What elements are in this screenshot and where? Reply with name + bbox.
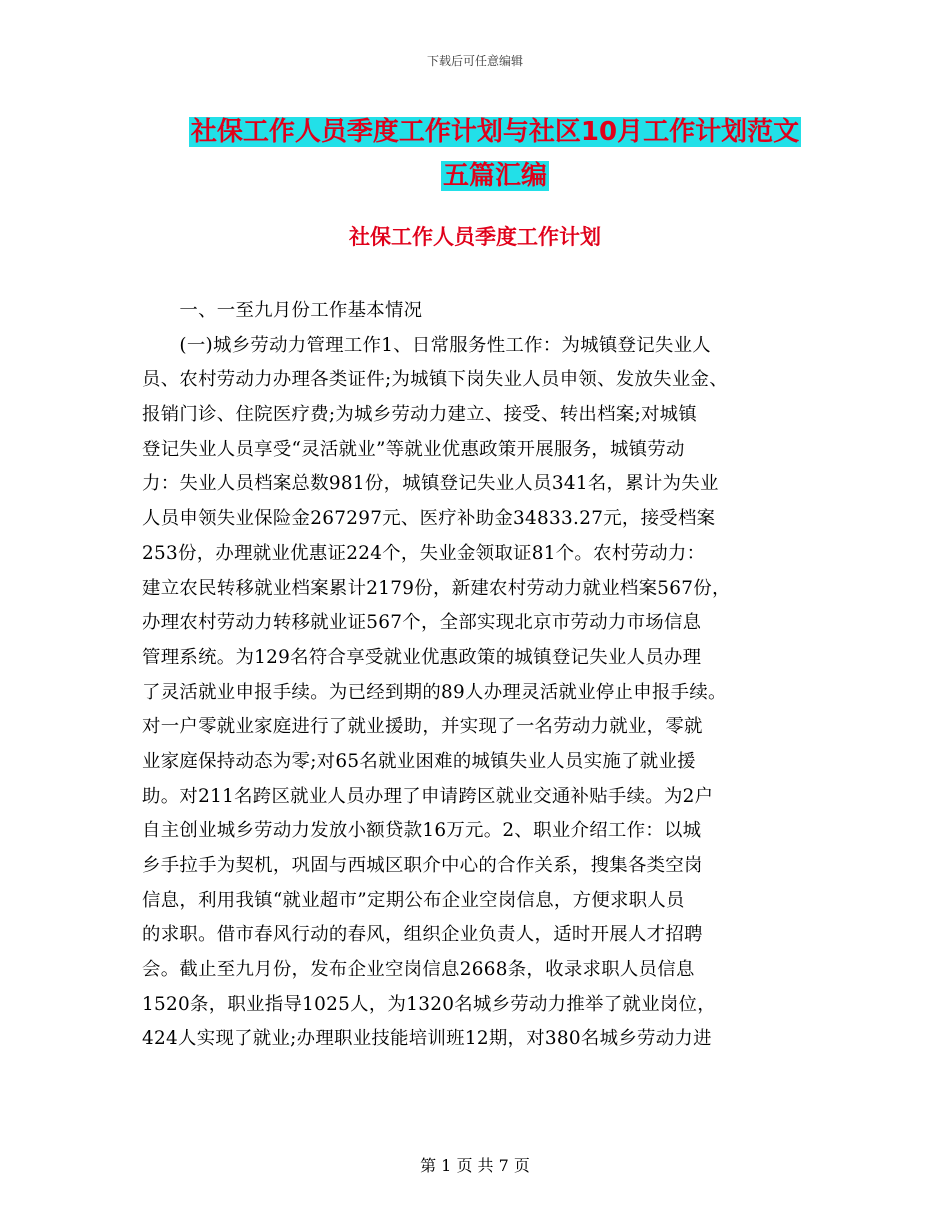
body-line: 自主创业城乡劳动力发放小额贷款16万元。2、职业介绍工作：以城 [142,820,702,842]
body-line: 员、农村劳动力办理各类证件;为城镇下岗失业人员申领、发放失业金、 [142,369,728,391]
body-text [142,294,814,1057]
body-line: 人员申领失业保险金267297元、医疗补助金34833.27元，接受档案 [142,508,716,530]
page-footer: 第 1 页 共 7 页 [420,1156,530,1175]
body-line: 信息，利用我镇“就业超市”定期公布企业空岗信息，方便求职人员 [142,889,685,911]
document-title [130,110,860,198]
body-line: 助。对211名跨区就业人员办理了申请跨区就业交通补贴手续。为2户 [142,785,714,807]
body-line: 管理系统。为129名符合享受就业优惠政策的城镇登记失业人员办理 [142,646,702,668]
body-line: 业家庭保持动态为零;对65名就业困难的城镇失业人员实施了就业援 [142,750,696,772]
body-line: 登记失业人员享受“灵活就业”等就业优惠政策开展服务，城镇劳动 [142,438,685,460]
body-line: 对一户零就业家庭进行了就业援助，并实现了一名劳动力就业，零就 [142,716,703,738]
body-line: 乡手拉手为契机，巩固与西城区职介中心的合作关系，搜集各类空岗 [142,855,703,876]
body-line: 力：失业人员档案总数981份，城镇登记失业人员341名，累计为失业 [142,473,719,495]
document-title-line-2: 五篇汇编 [442,161,547,191]
body-line: 424人实现了就业;办理职业技能培训班12期，对380名城乡劳动力进 [142,1028,712,1050]
body-line: 会。截止至九月份，发布企业空岗信息2668条，收录求职人员信息 [142,959,695,981]
body-line: 办理农村劳动力转移就业证567个，全部实现北京市劳动力市场信息 [142,612,702,634]
header-note: 下载后可任意编辑 [426,54,523,68]
body-line: 了灵活就业申报手续。为已经到期的89人办理灵活就业停止申报手续。 [142,681,727,703]
document-title-line-1: 社保工作人员季度工作计划与社区10月工作计划范文 [190,117,800,147]
body-line: 的求职。借市春风行动的春风，组织企业负责人，适时开展人才招聘 [142,924,703,946]
body-line: 一、一至九月份工作基本情况 [142,300,423,321]
body-line: 报销门诊、住院医疗费;为城乡劳动力建立、接受、转出档案;对城镇 [142,404,698,426]
body-line: 253份，办理就业优惠证224个，失业金领取证81个。农村劳动力： [142,542,706,564]
body-line: (一)城乡劳动力管理工作1、日常服务性工作：为城镇登记失业人 [142,334,711,356]
body-line: 1520条，职业指导1025人，为1320名城乡劳动力推举了就业岗位， [142,993,716,1015]
body-line: 建立农民转移就业档案累计2179份，新建农村劳动力就业档案567份， [142,577,731,599]
section-title: 社保工作人员季度工作计划 [349,225,601,249]
